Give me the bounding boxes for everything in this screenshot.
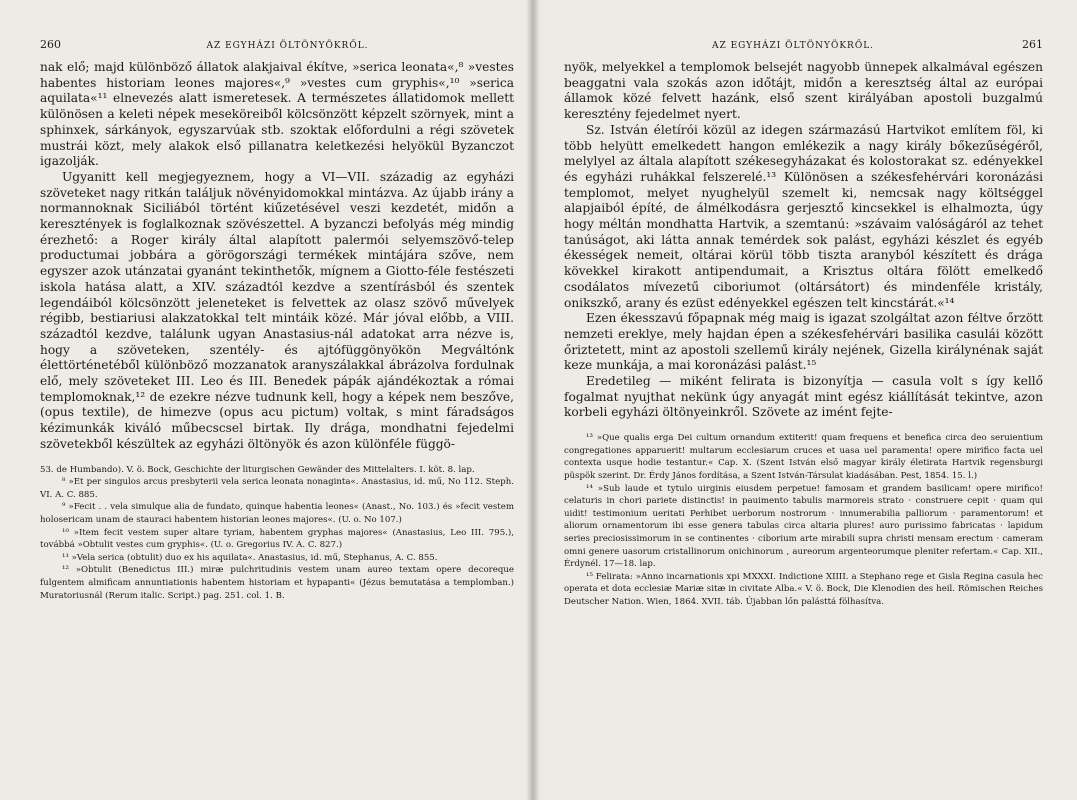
right-running-title: AZ EGYHÁZI ÖLTÖNYÖKRŐL. bbox=[711, 41, 875, 51]
right-paragraph-4: Eredetileg — miként felirata is bizonyítja — casula volt s így kellő fogalmat nyujthat nekünk úgy anyagát mint egész kiállítását tekintve, azon korbeli egyházi öltönyeinkről. Szövete az imént fejte- bbox=[564, 374, 1043, 420]
footnote-10: ¹⁰ »Item fecit vestem super altare tyriam, habentem gryphas majores« (Anastasius, Leo III. 795.), továbbá »Obtulit vestes cum gryphis«. (U. o. Gregorius IV. A. C. 827.) bbox=[40, 527, 514, 551]
footnote-9: ⁹ »Fecit . . vela simulque alia de fundato, quinque habentia leones« (Anast., No. 103.) és »fecit vestem holosericam unam de stauraci habentem historian leones majores«. (U. o. No 107.) bbox=[40, 502, 514, 525]
right-paragraph-2: Sz. István életírói közül az idegen származású Hartvikot említem föl, ki több helyütt emelkedett hangon emlékezik a nagy király bőkezűségéről, melylyel az általa alapított székesegyházakat és kolostorakat sz. edényekkel és egyházi ruhákkal felszerelé.¹³ Különösen a székesfehérvári koronázási templomot, melyet nyughelyül szemelt ki, nemcsak nagy költséggel alapjaiból építé, de álmélkodásra gerjesztő kincsekkel is elhalmozta, úgy hogy méltán mondhatta Hartvik, a szemtanú: »szávaim valóságáról az tehet tanúságot, aki látta annak temérdek sok palást, egyházi készlet és egyéb ékességek nemeit, oltárai körül több tiszta aranyból készített és drága kövekkel kirakott antipendumait, a Krisztus oltára fölött emelkedő csodálatos mívezetű ciboriumot (oltársátort) és mindenféle kristály, onikszkő, arany és ezüst edényekkel egészen telt kincstárát.«¹⁴ bbox=[564, 122, 1043, 310]
footnote-8: ⁸ »Et per singulos arcus presbyterii vela serica leonata nonaginta«. Anastasius, id. mű, No 112. Steph. VI. A. C. 885. bbox=[40, 477, 514, 500]
left-footnote-continued: 53. de Humbando). V. ö. Bock, Geschichte der liturgischen Gewänder des Mittelalters. I. köt. 8. lap. bbox=[40, 464, 475, 475]
footnote-11: ¹¹ »Vela serica (obtulit) duo ex his aquilata«. Anastasius, id. mű, Stephanus, A. C. 855. bbox=[62, 552, 438, 563]
left-paragraph-1: nak elő; majd különböző állatok alakjaival ékítve, »serica leonata«,⁸ »vestes habentes historiam leones majores«,⁹ »vestes cum gryphis«,¹⁰ »serica aquilata«¹¹ elnevezés alatt ismeretesek. A természetes állatidomok mellett különösen a keleti népek meseköreiből kölcsönzött képzelt szörnyek, mint a sphinxek, sárkányok, egyszarvúak stb. szoktak előfordulni a régi szövetek mustrái közt, mely alakok első pillanatra keletkezési helyökül Byzanczot igazolják. bbox=[40, 60, 514, 169]
right-page-header bbox=[564, 38, 1043, 60]
footnote-15: ¹⁵ Felirata: »Anno incarnationis xpi MXXXI. Indictione XIIII. a Stephano rege et Gisla Regina casula hec operata et dota ecclesiæ Mariæ sitæ in civitate Alba.« V. ö. Bock, Die Klenodien des heil. Römischen Reiches Deutscher Nation. Wien, 1864. XVII. táb. Újabban lőn palásttá fölhasítva. bbox=[564, 571, 1043, 607]
right-page-number: 261 bbox=[1022, 38, 1043, 51]
left-body-text bbox=[40, 60, 514, 453]
right-paragraph-1: nyök, melyekkel a templomok belsejét nagyobb ünnepek alkalmával egészen beaggatni vala szokás azon időtájt, midőn a keresztség által az európai államok közé felvett hazánk, első szent királyában apostoli buzgalmú keresztény fejedelmet nyert. bbox=[564, 60, 1043, 122]
right-page bbox=[532, 0, 1077, 800]
left-running-title: AZ EGYHÁZI ÖLTÖNYÖKRŐL. bbox=[206, 41, 369, 51]
footnote-14: ¹⁴ »Sub laude et tytulo uirginis eiusdem perpetue! famosam et grandem basilicam! opere mirifico! celaturis in chori pariete distinctis! in pauimento tabulis marmoreis strato · construere cepit · quam qui uidit! testimonium ueritati Perhibet uerborum nostrorum · innumerabilia palliorum · paramentorum! et aliorum ornamentorum ibi esse genera tabulas circa altaria plures! auro purissimo fabricatas · lapidum series preciosissimorum in se continentes · ciborium arte mirabili supra christi mensam erectum · cameram omni genere uasorum cristallinorum onichinorum , aureorum argenteorumque pleniter refertam.« Cap. XII., Érdynél. 17—18. lap. bbox=[564, 483, 1043, 570]
footnote-12: ¹² »Obtulit (Benedictus III.) miræ pulchritudinis vestem unam aureo textam opere decoreque fulgentem almificam annuntiationis habentem historiam et hypapanti« (Jézus bemutatása a templomban.) Muratoriusnál (Rerum italic. Script.) pag. 251. col. 1. B. bbox=[40, 565, 514, 601]
right-body-text bbox=[564, 60, 1043, 421]
left-page-number: 260 bbox=[40, 38, 61, 51]
left-page bbox=[0, 0, 532, 800]
footnote-13: ¹³ »Que qualis erga Dei cultum ornandum extiterit! quam frequens et benefica circa deo seruientium congregationes apparuerit! multarum ecclesiarum cruces et uasa uel paramenta! opere mirifico facta uel contexta usque hodie testantur.« Cap. X. (Szent István első magyar király életirata Hartvik regensburgi püspök szerint. Dr. Érdy János fordítása, a Szent István-Társulat kiadásában. Pest, 1854. 15. l.) bbox=[564, 433, 1043, 481]
left-paragraph-2: Ugyanitt kell megjegyeznem, hogy a VI—VII. századig az egyházi szöveteket nagy ritkán találjuk növényidomokkal mintázva. Az újabb irány a normannoknak Siciliából történt kiűzetésével veszi kezdetét, midőn a keresztények is foglalkoznak szövészettel. A byzanczi befolyás még mindig érezhető: a Roger király által alapított palermói selyemszövő-telep productumai jobbára a görögországi termékek mintájára szőve, nem egyszer azok utánzatai gyanánt tekinthetők, mígnem a Giotto-féle festészeti iskola hatása alatt, a XIV. századtól kezdve a szentírásból és szentek legendáiból kölcsönzött jeleneteket is felvettek az olasz szövő művelyek régibb, bestiariusi alakzatokkal telt mintáik közé. Már jóval előbb, a VIII. századtól kezdve, találunk ugyan Anastasius-nál adatokat arra nézve is, hogy a szöveteken, szentély- és ajtófüggönyökön Megváltónk élettörténetéből különböző mozzanatok aranyszálakkal ábrázolva fordulnak elő, mely szöveteket III. Leo és III. Benedek pápák ajándékoztak a római templomoknak,¹² de ezekre nézve tudnunk kell, hogy a képek nem beszőve, (opus textile), de himezve (opus acu pictum) voltak, s mint fáradságos kézimunkák kiváló műbecscsel birtak. Ily drága, mondhatni fejedelmi szövetekből készültek az egyházi öltönyök és azon különféle függö- bbox=[40, 169, 514, 451]
right-footnotes bbox=[564, 432, 1043, 608]
left-footnotes bbox=[40, 464, 514, 603]
left-page-header bbox=[40, 38, 514, 60]
right-paragraph-3: Ezen ékesszavú főpapnak még maig is igazat szolgáltat azon féltve őrzött nemzeti ereklye, mely hajdan épen a székesfehérvári basilika casulái között őriztetett, mint az apostoli szellemű király nejének, Gizella királynénak saját keze munkája, a mai koronázási palást.¹⁵ bbox=[564, 311, 1043, 373]
